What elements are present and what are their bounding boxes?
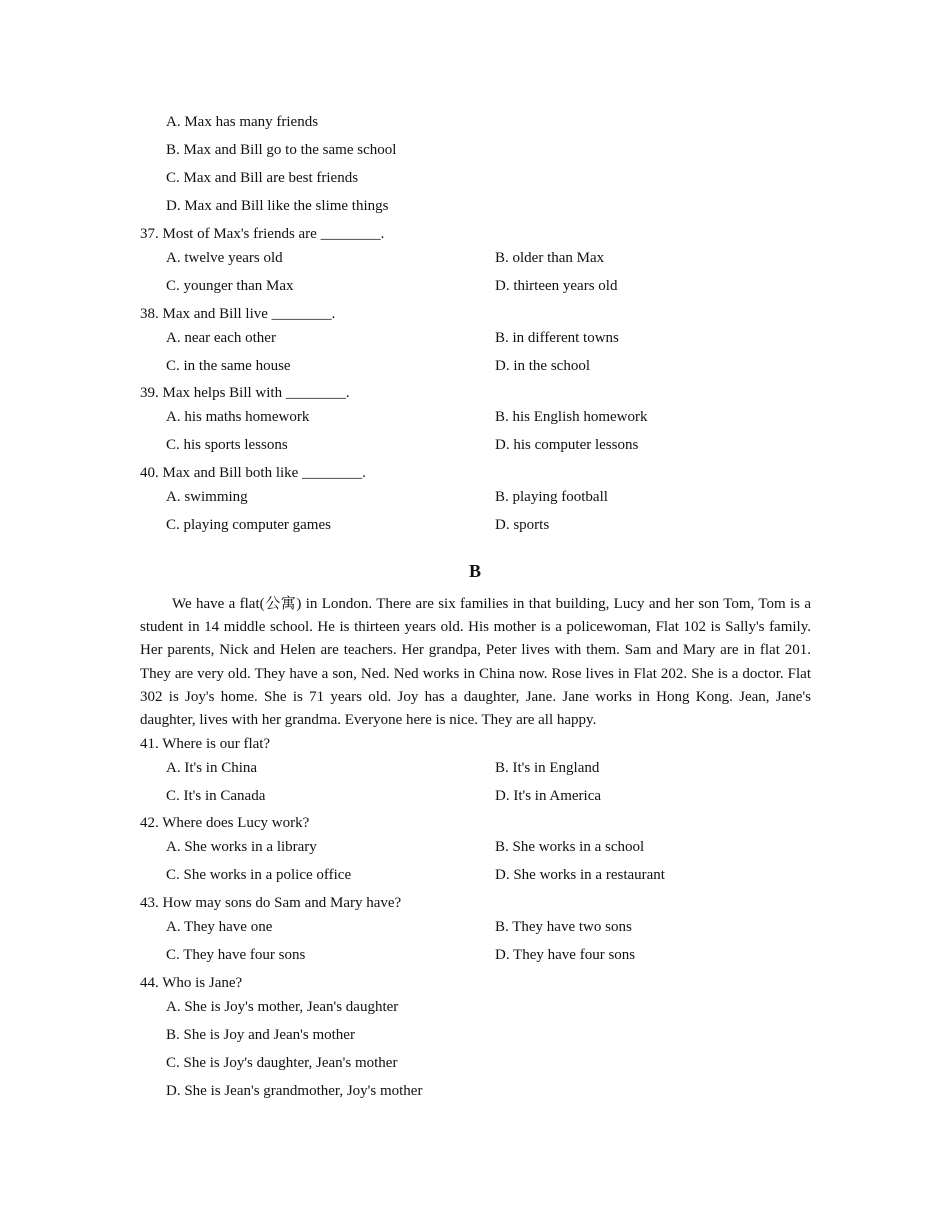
option: A. It's in China [166,760,258,776]
option: A. swimming [166,489,248,505]
option: B. It's in England [495,760,600,776]
question-39: 39. Max helps Bill with ________. [140,385,350,401]
question-37: 37. Most of Max's friends are ________. [140,226,385,242]
option: B. playing football [495,489,608,505]
question-42: 42. Where does Lucy work? [140,815,310,831]
option: D. She works in a restaurant [495,867,665,883]
option: D. It's in America [495,788,602,804]
option: C. younger than Max [166,278,294,294]
option: D. sports [495,517,550,533]
option: C. They have four sons [166,947,306,963]
option: C. in the same house [166,358,291,374]
option: D. in the school [495,358,590,374]
option: B. older than Max [495,250,605,266]
option: A. near each other [166,330,276,346]
option: A. Max has many friends [166,114,319,130]
option: A. She works in a library [166,839,317,855]
question-44: 44. Who is Jane? [140,975,243,991]
option: D. Max and Bill like the slime things [166,198,389,214]
question-41: 41. Where is our flat? [140,736,271,752]
option: D. his computer lessons [495,437,639,453]
option: D. They have four sons [495,947,636,963]
option: C. his sports lessons [166,437,288,453]
option: B. his English homework [495,409,648,425]
option: B. She works in a school [495,839,645,855]
option: B. She is Joy and Jean's mother [166,1027,355,1043]
question-43: 43. How may sons do Sam and Mary have? [140,895,402,911]
option: A. twelve years old [166,250,283,266]
option: B. Max and Bill go to the same school [166,142,397,158]
option: C. Max and Bill are best friends [166,170,359,186]
question-38: 38. Max and Bill live ________. [140,306,336,322]
option: D. thirteen years old [495,278,618,294]
option: D. She is Jean's grandmother, Joy's mother [166,1083,423,1099]
option: C. It's in Canada [166,788,266,804]
option: C. She works in a police office [166,867,352,883]
section-heading: B [468,561,481,581]
option: C. playing computer games [166,517,331,533]
option: B. in different towns [495,330,619,346]
option: A. They have one [166,919,273,935]
option: A. She is Joy's mother, Jean's daughter [166,999,399,1015]
option: B. They have two sons [495,919,632,935]
option: C. She is Joy's daughter, Jean's mother [166,1055,398,1071]
reading-passage: We have a flat(公寓) in London. There are six families in that building, Lucy and her son Tom, Tom is a student in 14 middle school. He is thirteen years old. His mother is a policewoman, Flat 102 is Sally's family. Her parents, Nick and Helen are teachers. Her grandpa, Peter lives with them. Sam and Mary are in flat 201. They are very old. They have a son, Ned. Ned works in China now. Rose lives in Flat 202. She is a doctor. Flat 302 is Joy's home. She is 71 years old. Joy has a daughter, Jane. Jane works in Hong Kong. Jean, Jane's daughter, lives with her grandma. Everyone here is nice. They are all happy. [140,596,811,729]
option: A. his maths homework [166,409,310,425]
question-40: 40. Max and Bill both like ________. [140,465,366,481]
